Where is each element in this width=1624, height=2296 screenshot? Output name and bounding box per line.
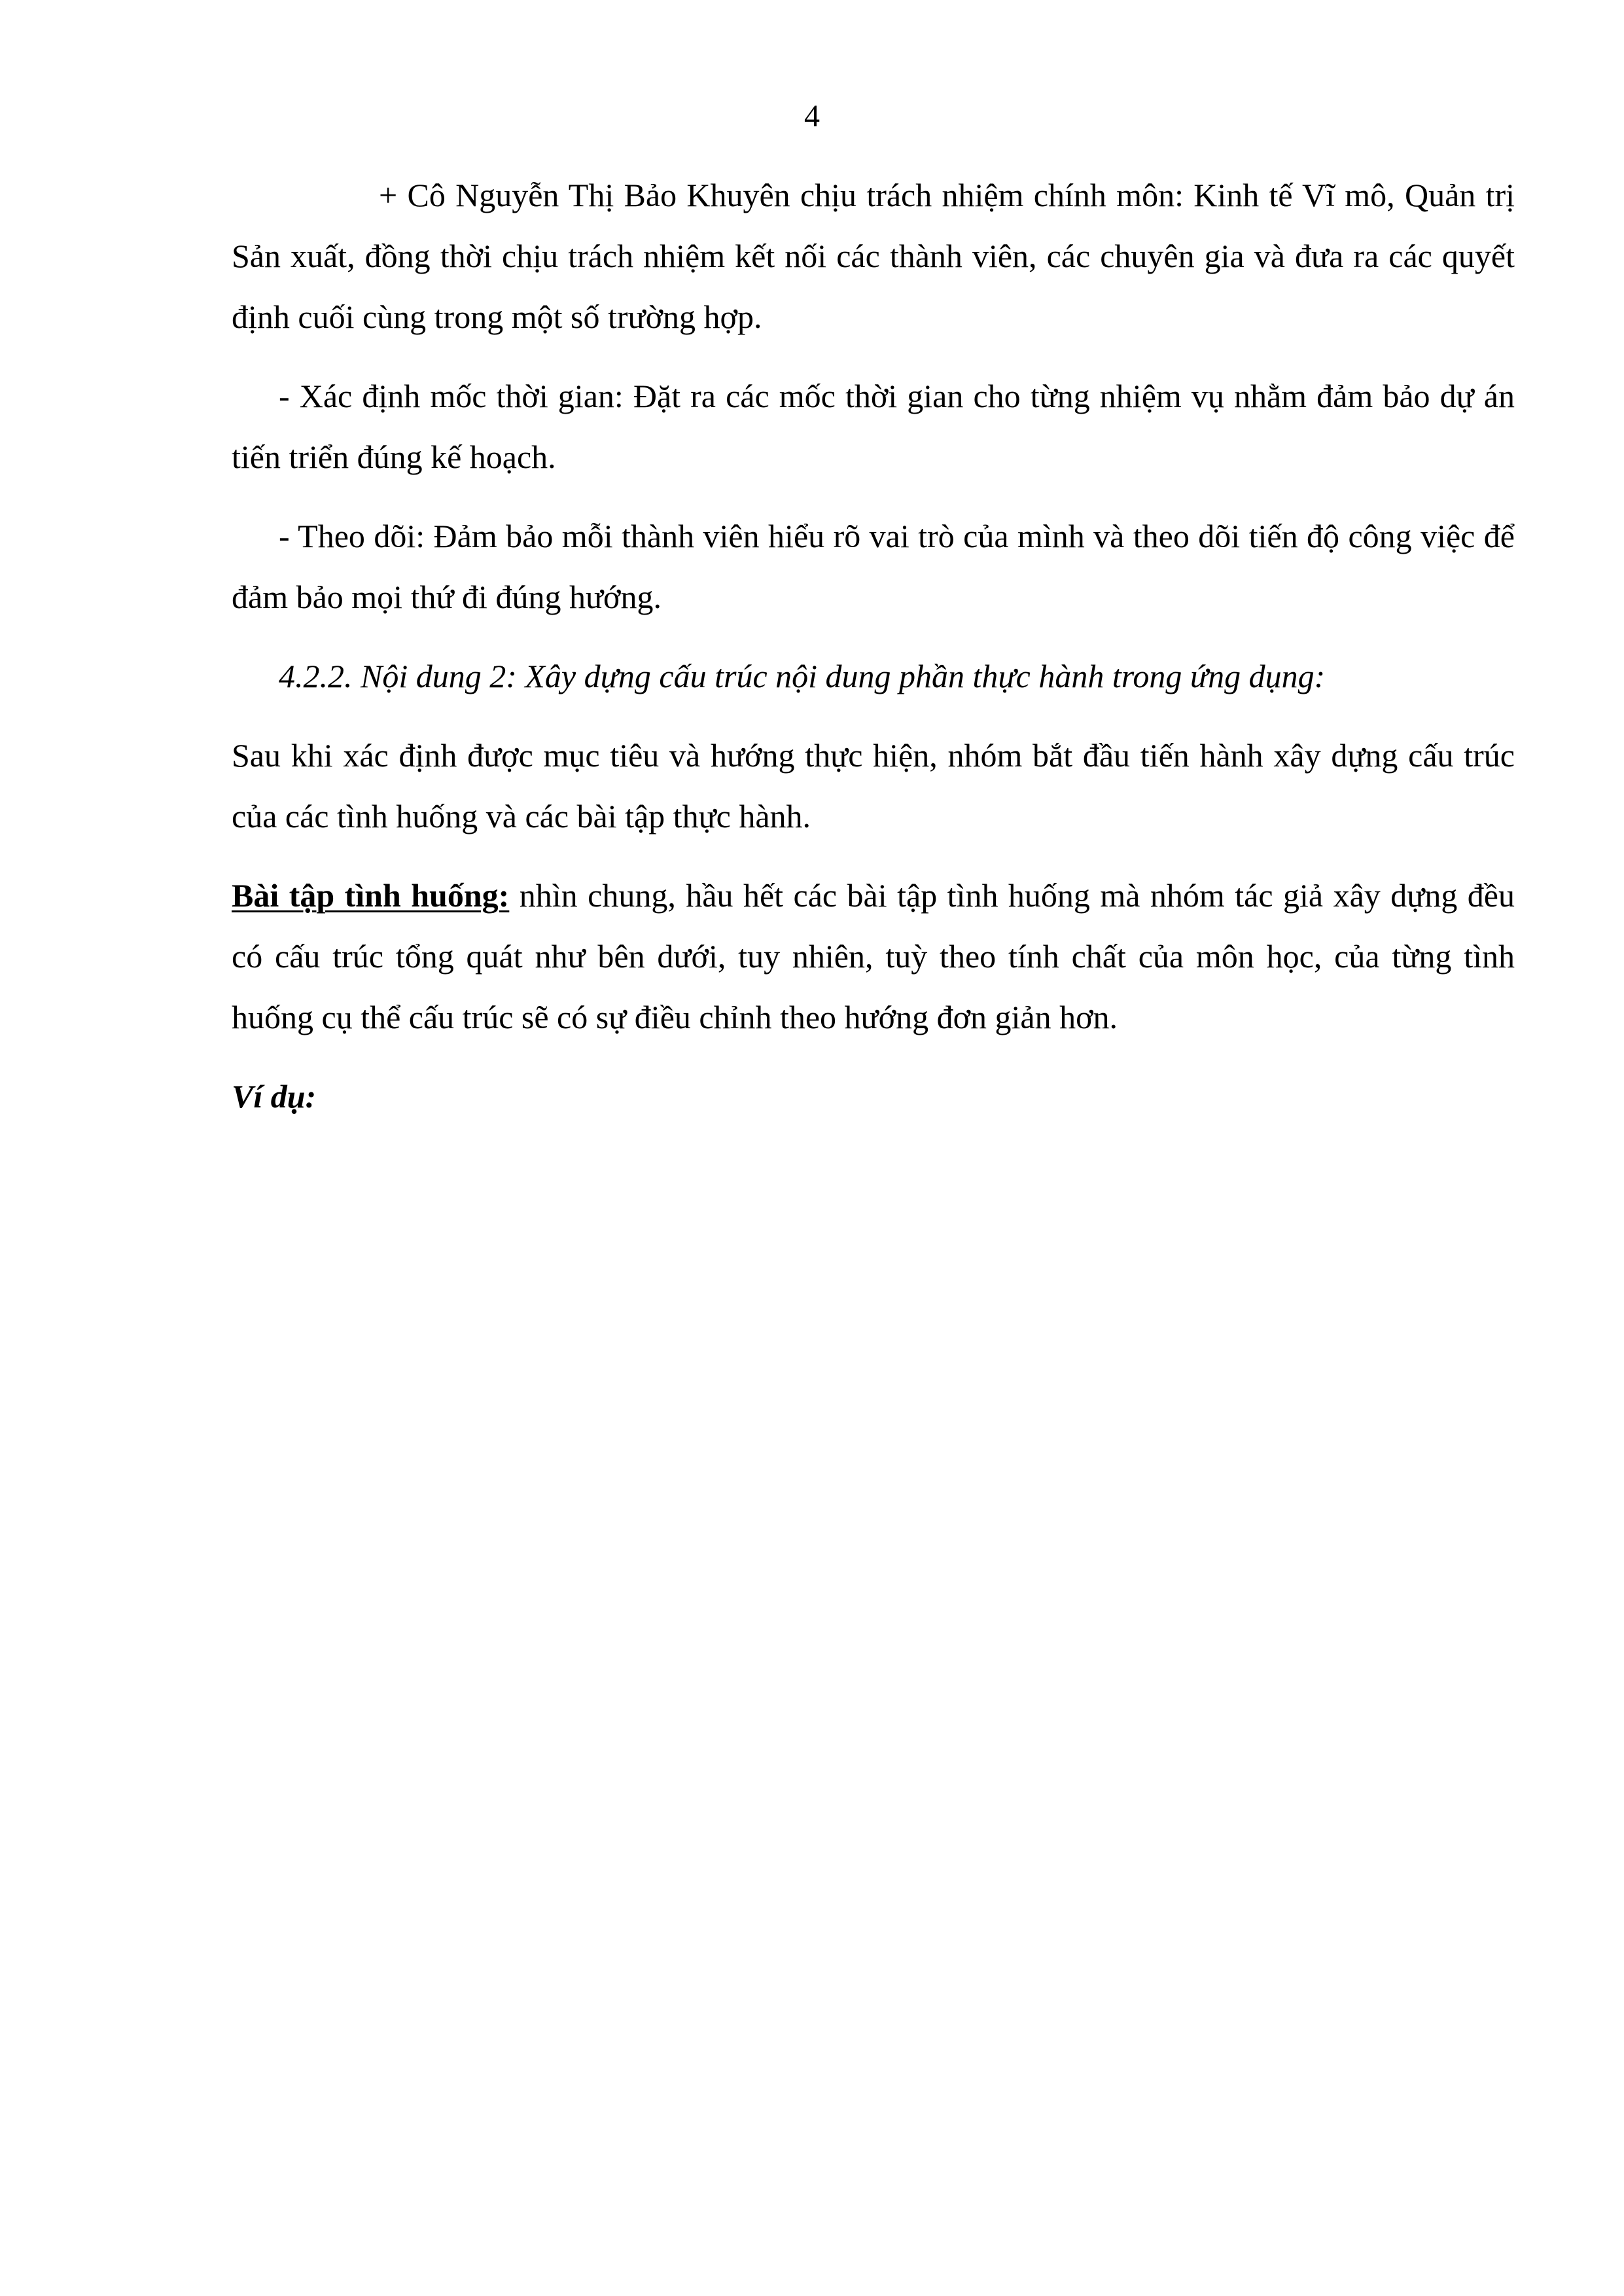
section-heading: 4.2.2. Nội dung 2: Xây dựng cấu trúc nội dung phần thực hành trong ứng dụng: [279, 658, 1326, 694]
intro-paragraph: Sau khi xác định được mục tiêu và hướng thực hiện, nhóm bắt đầu tiến hành xây dựng cấu trúc của các tình huống và các bài tập thực hành. [232, 737, 1515, 834]
timeline-paragraph: - Xác định mốc thời gian: Đặt ra các mốc thời gian cho từng nhiệm vụ nhằm đảm bảo dự án tiến triển đúng kế hoạch. [232, 378, 1515, 475]
page-body [232, 165, 1515, 1127]
monitoring-paragraph: - Theo dõi: Đảm bảo mỗi thành viên hiểu rõ vai trò của mình và theo dõi tiến độ công việc để đảm bảo mọi thứ đi đúng hướng. [232, 518, 1515, 615]
page-number: 4 [804, 99, 820, 134]
example-label: Ví dụ: [232, 1078, 317, 1115]
responsibility-paragraph: + Cô Nguyễn Thị Bảo Khuyên chịu trách nhiệm chính môn: Kinh tế Vĩ mô, Quản trị Sản xuất, đồng thời chịu trách nhiệm kết nối các thành viên, các chuyên gia và đưa ra các quyết định cuối cùng trong một số trường hợp. [232, 177, 1515, 335]
case-study-text: nhìn chung, hầu hết các bài tập tình huống mà nhóm tác giả xây dựng đều có cấu trúc tổng quát như bên dưới, tuy nhiên, tuỳ theo tính chất của môn học, của từng tình huống cụ thể cấu trúc sẽ có sự điều chỉnh theo hướng đơn giản hơn. [232, 877, 1515, 1035]
case-study-label: Bài tập tình huống: [232, 877, 510, 914]
case-study-paragraph [232, 865, 1515, 1048]
example-paragraph [232, 1066, 1515, 1127]
